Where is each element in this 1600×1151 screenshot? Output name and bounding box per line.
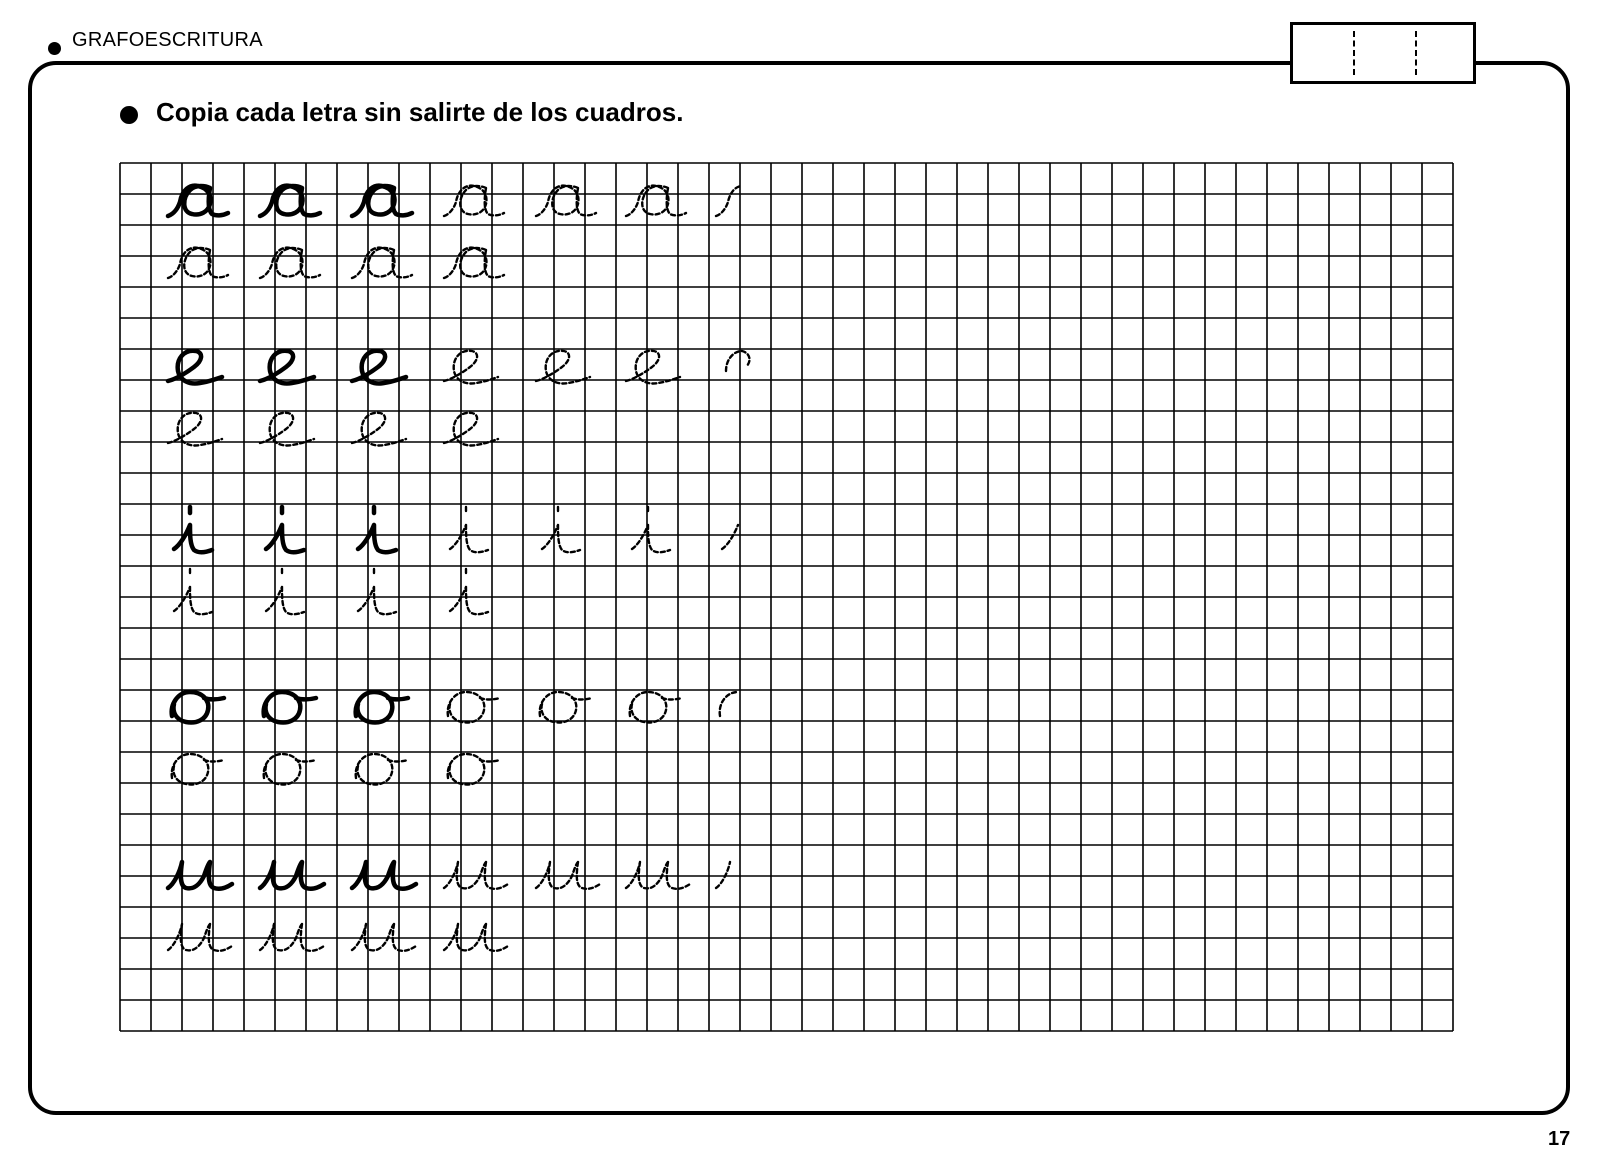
page-number: 17 — [1548, 1128, 1571, 1150]
dashed-letter-i — [266, 569, 304, 614]
dashed-letter-e — [352, 413, 406, 446]
partial-letter-a — [716, 186, 742, 216]
section-label: GRAFOESCRITURA — [72, 29, 263, 51]
dashed-letter-o — [172, 754, 224, 785]
grid-lines — [120, 163, 1453, 1031]
partial-letter-u — [716, 862, 730, 888]
solid-letter-i — [358, 507, 396, 552]
solid-letter-a — [168, 186, 228, 216]
solid-letter-o — [172, 692, 224, 723]
dashed-letter-a — [352, 248, 412, 278]
solid-letter-a — [352, 186, 412, 216]
dashed-letter-e — [444, 351, 498, 384]
instruction-text: Copia cada letra sin salirte de los cuadros. — [156, 97, 684, 127]
partial-letter-e — [726, 351, 749, 371]
letter-row-e — [168, 351, 749, 446]
solid-letter-o — [356, 692, 408, 723]
dashed-letter-i — [358, 569, 396, 614]
letter-row-o — [172, 692, 738, 785]
dashed-letter-i — [174, 569, 212, 614]
dashed-letter-a — [626, 186, 686, 216]
dashed-letter-a — [260, 248, 320, 278]
partial-letter-i — [722, 525, 738, 549]
solid-letter-a — [260, 186, 320, 216]
dashed-letter-i — [450, 569, 488, 614]
dashed-letter-a — [536, 186, 596, 216]
dashed-letter-i — [632, 507, 670, 552]
letter-row-i — [174, 507, 738, 614]
dashed-letter-e — [536, 351, 590, 384]
solid-letter-o — [264, 692, 316, 723]
dashed-letter-i — [542, 507, 580, 552]
dashed-letter-a — [444, 186, 504, 216]
dashed-letter-o — [540, 692, 592, 723]
dashed-letter-a — [168, 248, 228, 278]
partial-letter-o — [720, 692, 738, 716]
solid-letter-e — [352, 351, 406, 384]
solid-letter-i — [174, 507, 212, 552]
dashed-letter-o — [630, 692, 682, 723]
dashed-letter-o — [264, 754, 316, 785]
dashed-letter-a — [444, 248, 504, 278]
letters-layer — [168, 186, 749, 951]
dashed-letter-e — [626, 351, 680, 384]
dashed-letter-e — [444, 413, 498, 446]
solid-letter-e — [168, 351, 222, 384]
solid-letter-i — [266, 507, 304, 552]
dashed-letter-o — [356, 754, 408, 785]
dashed-letter-e — [168, 413, 222, 446]
letter-row-a — [168, 186, 742, 278]
dashed-letter-i — [450, 507, 488, 552]
